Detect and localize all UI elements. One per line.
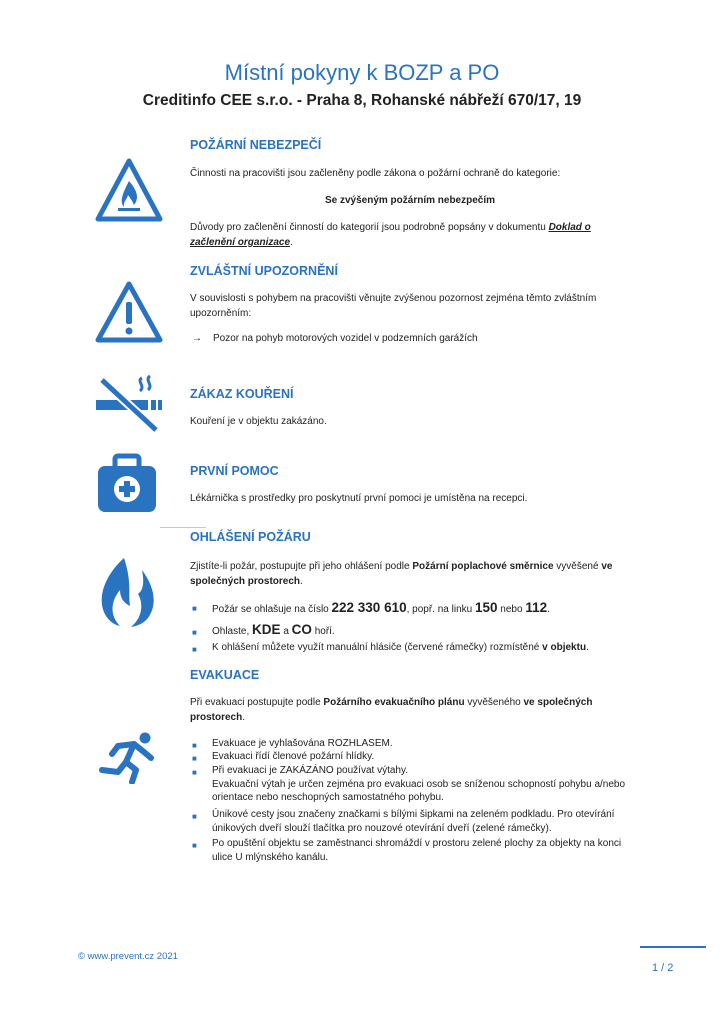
fire-danger-heading: POŽÁRNÍ NEBEZPEČÍ [190,138,322,152]
fire-danger-intro: Činnosti na pracovišti jsou začleněny podle zákona o požární ochraně do kategorie: [190,168,561,179]
special-notice-text: V souvislosti s pohybem na pracovišti věnujte zvýšenou pozornost zejména těmto zvláštním upozorněním: [190,293,597,319]
item-text: Ohlaste, [212,626,253,637]
evacuation-heading: EVAKUACE [190,668,260,682]
evacuation-item: Evakuaci řídí členové požární hlídky. [212,751,375,762]
item-text: nebo [497,604,526,615]
flammable-warning-icon [94,157,164,223]
first-aid-text: Lékárnička s prostředky pro poskytnutí první pomoci je umístěna na recepci. [190,493,528,504]
kde: KDE [252,622,281,637]
fire-flame-icon [98,556,156,628]
intro-text: . [300,576,303,587]
co: CO [291,622,312,637]
special-notice-heading: ZVLÁŠTNÍ UPOZORNĚNÍ [190,264,338,278]
bullet-icon: ■ [192,741,197,750]
no-smoking-heading: ZÁKAZ KOUŘENÍ [190,387,294,401]
intro-text: Zjistíte-li požár, postupujte při jeho ohlášení podle [190,561,413,572]
evacuation-item: Evakuace je vyhlašována ROZHLASEM. [212,738,393,749]
item-text: hoří. [311,626,335,637]
bullet-icon: ■ [192,841,197,850]
item-text: . [547,604,550,615]
intro-text: vyvěšené [553,561,602,572]
no-smoking-icon [94,372,164,434]
bullet-icon: ■ [192,645,197,654]
intro-bold: Požární poplachové směrnice [412,561,554,572]
intro-text: . [242,712,246,723]
intro-bold: Požárního evakuačního plánu [323,697,465,708]
first-aid-heading: PRVNÍ POMOC [190,464,279,478]
item-text: , popř. na linku [406,604,475,615]
intro-bold: ve společných prostorech [190,697,593,723]
bullet-icon: ■ [192,628,197,637]
warning-icon [94,280,164,344]
page-title: Místní pokyny k BOZP a PO [224,60,500,85]
evacuation-item: Únikové cesty jsou značeny značkami s bílými šipkami na zeleném podkladu. Pro otevírání únikových dveří slouží tlačítka pro nouzové otevírání dveří (zelené rámečky). [212,809,615,834]
fire-report-item [212,600,630,618]
first-aid-kit-icon [96,452,158,514]
no-smoking-text: Kouření je v objektu zakázáno. [190,416,327,427]
fire-danger-category: Se zvýšeným požárním nebezpečím [324,195,496,206]
item-bold: v objektu [542,642,587,653]
item-text: Požár se ohlašuje na číslo [212,604,332,615]
copyright: © www.prevent.cz 2021 [78,951,178,962]
footer-divider [640,946,706,948]
item-text: . [586,642,589,653]
running-person-icon [96,732,160,784]
emergency-line: 112 [525,600,548,615]
fire-report-item [212,641,630,655]
page-number: 1 / 2 [652,962,674,974]
bullet-icon: ■ [192,768,197,777]
reason-suffix: . [290,237,293,248]
item-text: K ohlášení můžete využít manuální hlásiče (červené rámečky) rozmístěné [212,642,543,653]
document-link[interactable]: Doklad o začlenění organizace [190,222,591,248]
fire-danger-reason [190,220,630,250]
special-notice-item: Pozor na pohyb motorových vozidel v podzemních garážích [213,333,478,344]
evacuation-intro [190,695,630,725]
bullet-icon: ■ [192,754,197,763]
evacuation-item: Při evakuaci je ZAKÁZÁNO používat výtahy. Evakuační výtah je určen zejména pro evakuaci osob se sníženou schopností pohybu a/nebo orientace nebo neschopných samostatného pohybu. [212,765,626,803]
bullet-icon: ■ [192,604,197,613]
page-subtitle: Creditinfo CEE s.r.o. - Praha 8, Rohanské nábřeží 670/17, 19 [142,92,582,109]
reason-text: Důvody pro začlenění činností do kategorií jsou podrobně popsány v dokumentu [190,222,549,233]
intro-text: vyvěšeného [464,697,524,708]
intro-text: Při evakuaci postupujte podle [190,697,324,708]
divider [160,527,206,528]
emergency-line: 150 [474,600,498,615]
evacuation-item: Po opuštění objektu se zaměstnanci shromáždí v prostoru zelené plochy za objekty na konci ulice U mlýnského kanálu. [212,838,622,863]
fire-report-heading: OHLÁŠENÍ POŽÁRU [190,530,311,544]
bullet-icon: ■ [192,812,197,821]
intro-bold: ve společných prostorech [190,561,613,587]
fire-report-item [212,622,630,640]
item-text: a [280,626,292,637]
fire-report-intro [190,559,630,589]
special-notice-arrow: → [192,333,202,344]
phone-number: 222 330 610 [331,600,407,615]
